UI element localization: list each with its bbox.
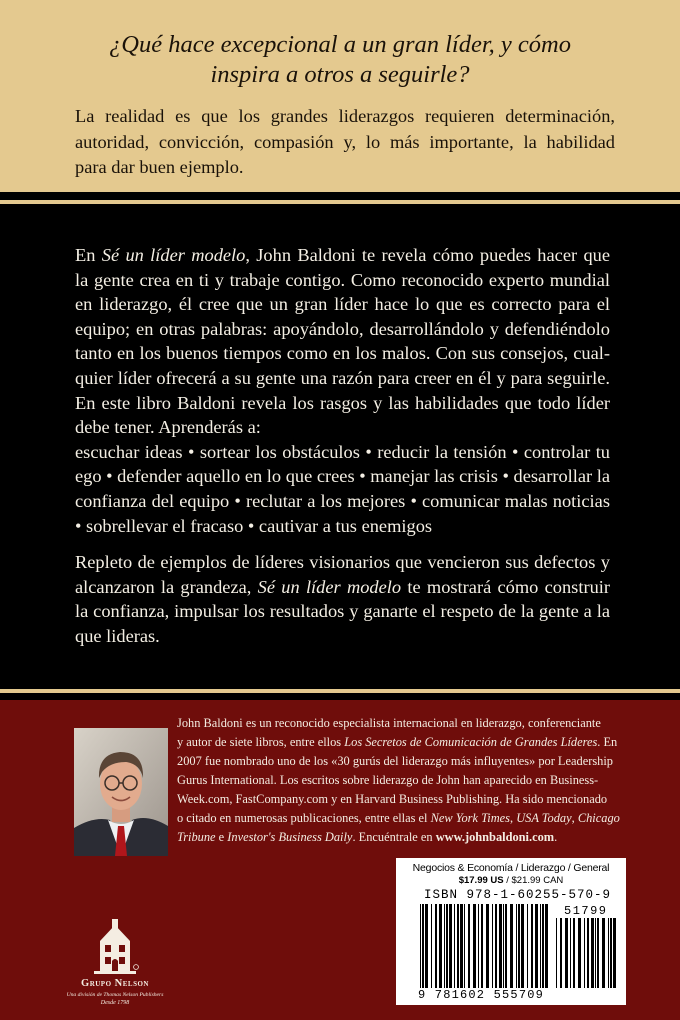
divider (0, 192, 680, 200)
barcode-bar (570, 918, 571, 988)
barcode-bar (613, 918, 616, 988)
barcode-bar (608, 918, 609, 988)
barcode-bar (499, 904, 502, 988)
question-line: ¿Qué hace excepcional a un gran líder, y cómo (109, 31, 571, 58)
headline-question (60, 30, 620, 90)
barcode-bar (439, 904, 442, 988)
text: , John Baldoni te revela cómo puedes hacer que (245, 245, 610, 265)
barcode-bar (420, 904, 421, 988)
barcode-bar (457, 904, 459, 988)
bio-line (177, 733, 618, 752)
publication-title: New York Times (430, 811, 510, 825)
intro-line: para dar buen ejemplo. (75, 157, 244, 177)
top-band (0, 0, 680, 192)
text: . Encuéntrale en (352, 830, 436, 844)
publisher-since: Desde 1798 (100, 1000, 130, 1006)
text-line: debe tener. Aprenderás a: (75, 417, 261, 438)
barcode-bar (556, 918, 557, 988)
divider (0, 200, 680, 204)
author-photo (74, 728, 168, 856)
barcode-bar (486, 904, 489, 988)
barcode-bar (587, 918, 589, 988)
barcode-bar (597, 918, 599, 988)
barcode-bar (431, 904, 432, 988)
text: . (554, 830, 558, 844)
publisher-division: Una división de Thomas Nelson Publishers (66, 992, 164, 998)
intro-paragraph (75, 104, 615, 181)
text-line (75, 243, 610, 268)
grupo-nelson-logo (60, 915, 170, 1015)
barcode-bar (422, 904, 424, 988)
bio-line (177, 828, 607, 847)
barcode-bar (521, 904, 524, 988)
intro-line: autoridad, convicción, compasión y, lo más importante, la habilidad (75, 131, 615, 152)
barcode-bar (542, 904, 544, 988)
book-title: Los Secretos de Comunicación de Grandes Líderes (344, 735, 598, 749)
barcode-bar (478, 904, 479, 988)
closing-paragraph (75, 550, 610, 648)
text: , (510, 811, 517, 825)
bio-line (177, 809, 620, 828)
barcode-bar (454, 904, 455, 988)
price-addon-code: 51799 (564, 904, 608, 918)
publication-title: Tribune (177, 830, 216, 844)
category-label: Negocios & Economía / Liderazgo / General (412, 862, 610, 874)
barcode-bar (468, 904, 470, 988)
barcode-bar (460, 904, 463, 988)
barcode-bar (495, 904, 497, 988)
barcode-bar (545, 904, 548, 988)
price-label (396, 875, 626, 886)
text-line: equipo; en otras palabras: apoyándolo, desarrollándolo y defendiéndolo (75, 318, 610, 339)
question-line: inspira a otros a seguirle? (210, 61, 470, 88)
barcode-bar (610, 918, 612, 988)
author-section (0, 700, 680, 1020)
barcode-bar (573, 918, 575, 988)
grupo-nelson-logo-icon (60, 915, 170, 977)
description-section (0, 205, 680, 685)
barcode-bar (602, 918, 605, 988)
intro-line: La realidad es que los grandes liderazgos requieren determinación, (75, 106, 615, 126)
text: En (75, 245, 102, 265)
skills-line: confianza del equipo • reclutar a los mejores • comunicar malas noticias (75, 490, 610, 511)
barcode-bar (584, 918, 585, 988)
barcode-bar (518, 904, 520, 988)
barcode-bar (535, 904, 538, 988)
barcode-bar (473, 904, 476, 988)
barcode-bar (565, 918, 568, 988)
text: te mostrará cómo construir (401, 576, 610, 597)
ean-number: 9 781602 555709 (418, 988, 545, 1002)
text: e (215, 830, 228, 844)
text-line: En este libro Baldoni revela los rasgos y las habilidades que todo líder (75, 392, 610, 413)
text-line: Repleto de ejemplos de líderes visionarios que vencieron sus defectos y (75, 552, 610, 572)
description-paragraph (75, 243, 610, 538)
author-photo-icon (74, 728, 168, 856)
barcode-bar (578, 918, 581, 988)
text-line: que lideras. (75, 625, 160, 646)
barcode-bar (540, 904, 541, 988)
barcode-bar (527, 904, 528, 988)
publication-title: Chicago (577, 811, 620, 825)
price-can: / $21.99 CAN (503, 875, 564, 886)
text: . En (597, 735, 618, 749)
barcode-bar (516, 904, 517, 988)
price-us: $17.99 US (458, 875, 504, 886)
barcode-bar (425, 904, 428, 988)
barcode-bar (481, 904, 483, 988)
text-line: tanto en los buenos tiempos como en los malos. Con sus consejos, cual- (75, 343, 610, 364)
bio-line: John Baldoni es un reconocido especialista internacional en liderazgo, conferenciante (177, 716, 601, 730)
skills-line: ego • defender aquello en lo que crees • manejar las crisis • desarrollar la (75, 466, 611, 487)
text-line (75, 575, 610, 600)
barcode-bar (444, 904, 445, 988)
barcode-bar (510, 904, 513, 988)
barcode-bar (503, 904, 504, 988)
book-title: Sé un líder modelo (257, 576, 402, 597)
barcode-bar (560, 918, 562, 988)
barcode-bar (492, 904, 493, 988)
barcode-bar (531, 904, 533, 988)
isbn-label: ISBN 978-1-60255-570-9 (424, 888, 612, 902)
text: o citado en numerosas publicaciones, entre ellas el (177, 811, 431, 825)
author-bio (177, 714, 620, 847)
text-line: la confianza, impulsar los resultados y ganarte el respeto de la gente a la (75, 601, 610, 622)
bio-line: 2007 fue nombrado uno de los «30 gurús del liderazgo más influyentes» por Leadership (177, 754, 613, 768)
text: alcanzaron la grandeza, (75, 576, 258, 597)
publication-title: USA Today (516, 811, 572, 825)
skills-line: • sobrellevar el fracaso • cautivar a tus enemigos (75, 515, 433, 536)
bio-line: Week.com, FastCompany.com y en Harvard Business Publishing. Ha sido mencionado (177, 792, 608, 806)
barcode-bar (464, 904, 465, 988)
divider (0, 693, 680, 700)
text-line: quier líder ofrecerá a su gente una razón para creer en él y para seguirle. (75, 367, 610, 388)
text: , (571, 811, 578, 825)
text-line: la gente crea en ti y trabaje contigo. Como reconocido experto mundial (75, 269, 610, 290)
barcode-bar (449, 904, 452, 988)
author-website-link[interactable]: www.johnbaldoni.com (435, 830, 555, 844)
barcode-bar (591, 918, 594, 988)
publisher-name: Grupo Nelson (81, 978, 149, 989)
barcode-bar (435, 904, 437, 988)
book-title: Sé un líder modelo (101, 245, 246, 265)
barcode-bar (595, 918, 596, 988)
text: y autor de siete libros, entre ellos (177, 735, 345, 749)
bio-line: Gurus International. Los escritos sobre liderazgo de John han aparecido en Business- (177, 773, 599, 787)
barcode-bar (446, 904, 448, 988)
barcode-box (396, 858, 626, 1005)
barcode-bar (505, 904, 507, 988)
publication-title: Investor's Business Daily (227, 830, 353, 844)
text-line: en liderazgo, él cree que un gran líder hace lo que es correcto para el (75, 294, 610, 315)
skills-line: escuchar ideas • sortear los obstáculos • reducir la tensión • controlar tu (75, 441, 610, 462)
